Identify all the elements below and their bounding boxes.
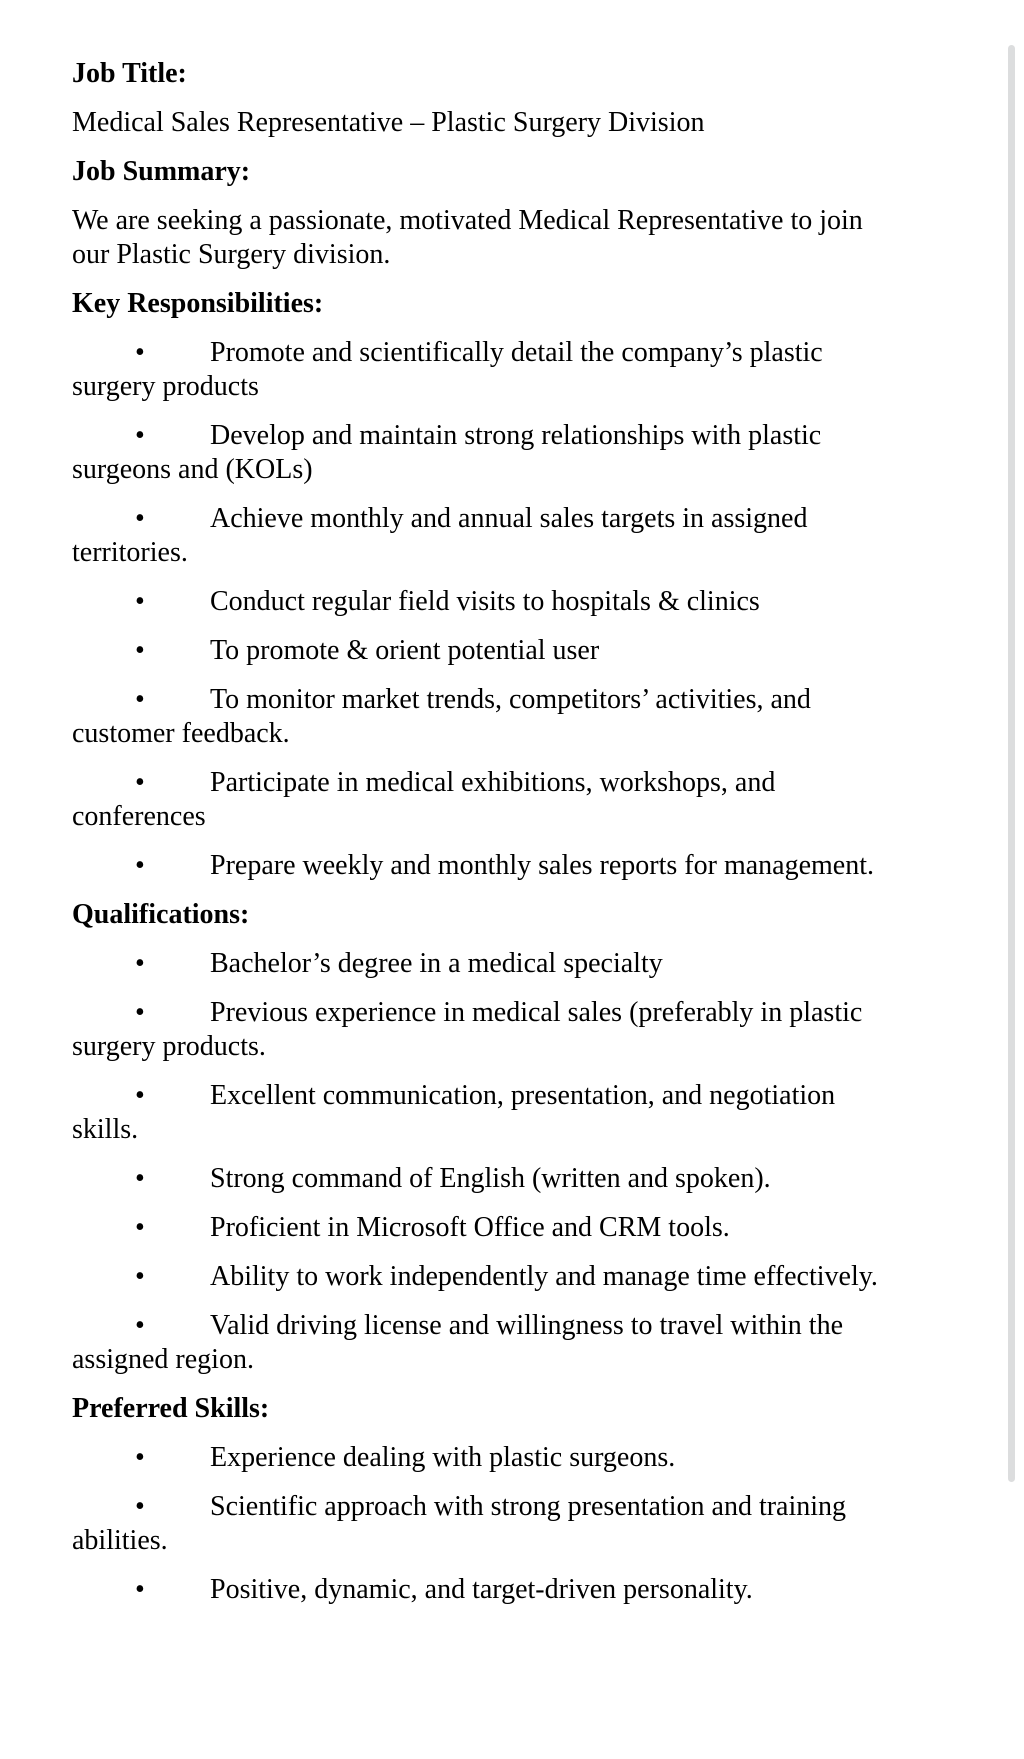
bullet-marker	[135, 996, 210, 1030]
paragraph-line: We are seeking a passionate, motivated Medical Representative to join	[72, 205, 863, 236]
bullet-continuation: conferences	[72, 801, 206, 832]
bullet-item	[72, 683, 954, 751]
bullet-icon: •	[135, 767, 145, 798]
bullet-icon: •	[135, 1491, 145, 1522]
bullet-item	[72, 1309, 954, 1377]
job-description-document	[72, 57, 954, 1622]
bullet-marker	[135, 1490, 210, 1524]
bullet-icon: •	[135, 503, 145, 534]
paragraph-job-title-value	[72, 106, 954, 140]
bullet-continuation: territories.	[72, 537, 188, 568]
bullet-line	[72, 1260, 954, 1294]
bullet-marker	[135, 849, 210, 883]
bullet-item	[72, 766, 954, 834]
bullet-marker	[135, 1441, 210, 1475]
heading-text: Job Title:	[72, 58, 187, 89]
bullet-marker	[135, 1162, 210, 1196]
bullet-continuation: surgery products.	[72, 1031, 266, 1062]
heading-text: Key Responsibilities:	[72, 288, 324, 319]
bullet-icon: •	[135, 337, 145, 368]
bullet-text: Conduct regular field visits to hospitals & clinics	[210, 586, 760, 617]
bullet-line	[72, 1490, 954, 1524]
bullet-icon: •	[135, 1442, 145, 1473]
bullet-text: Prepare weekly and monthly sales reports for management.	[210, 850, 875, 881]
bullet-marker	[135, 683, 210, 717]
bullet-item	[72, 585, 954, 619]
bullet-text: To promote & orient potential user	[210, 635, 600, 666]
bullet-text: Strong command of English (written and spoken).	[210, 1163, 771, 1194]
bullet-marker	[135, 1260, 210, 1294]
bullet-marker	[135, 585, 210, 619]
bullet-item	[72, 1162, 954, 1196]
bullet-icon: •	[135, 850, 145, 881]
bullet-icon: •	[135, 1261, 145, 1292]
bullet-line	[72, 1211, 954, 1245]
bullet-continuation: abilities.	[72, 1525, 168, 1556]
bullet-text: Experience dealing with plastic surgeons.	[210, 1442, 676, 1473]
section-heading-preferred-skills	[72, 1392, 954, 1426]
heading-text: Preferred Skills:	[72, 1393, 270, 1424]
section-heading-job-title	[72, 57, 954, 91]
bullet-icon: •	[135, 1310, 145, 1341]
bullet-continuation: skills.	[72, 1114, 139, 1145]
bullet-text: To monitor market trends, competitors’ activities, and	[210, 684, 811, 715]
bullet-continuation: customer feedback.	[72, 718, 290, 749]
bullet-line	[72, 1573, 954, 1607]
bullet-line	[72, 336, 954, 370]
bullet-marker	[135, 419, 210, 453]
bullet-text: Bachelor’s degree in a medical specialty	[210, 948, 663, 979]
bullet-item	[72, 1490, 954, 1558]
bullet-marker	[135, 947, 210, 981]
bullet-text: Excellent communication, presentation, and negotiation	[210, 1080, 836, 1111]
bullet-marker	[135, 634, 210, 668]
bullet-item	[72, 1260, 954, 1294]
bullet-line	[72, 849, 954, 883]
bullet-line	[72, 502, 954, 536]
bullet-text: Positive, dynamic, and target-driven personality.	[210, 1574, 753, 1605]
section-heading-key-responsibilities	[72, 287, 954, 321]
bullet-continuation: surgery products	[72, 371, 259, 402]
bullet-marker	[135, 1309, 210, 1343]
bullet-item	[72, 634, 954, 668]
bullet-text: Previous experience in medical sales (preferably in plastic	[210, 997, 863, 1028]
bullet-item	[72, 419, 954, 487]
bullet-icon: •	[135, 1080, 145, 1111]
bullet-item	[72, 996, 954, 1064]
bullet-icon: •	[135, 948, 145, 979]
bullet-item	[72, 1441, 954, 1475]
bullet-line	[72, 683, 954, 717]
bullet-marker	[135, 336, 210, 370]
bullet-icon: •	[135, 420, 145, 451]
bullet-text: Promote and scientifically detail the company’s plastic	[210, 337, 823, 368]
bullet-line	[72, 585, 954, 619]
bullet-marker	[135, 1211, 210, 1245]
bullet-line	[72, 634, 954, 668]
heading-text: Qualifications:	[72, 899, 250, 930]
bullet-icon: •	[135, 684, 145, 715]
bullet-text: Valid driving license and willingness to travel within the	[210, 1310, 843, 1341]
bullet-line	[72, 1079, 954, 1113]
bullet-line	[72, 996, 954, 1030]
paragraph-line: our Plastic Surgery division.	[72, 239, 391, 270]
bullet-item	[72, 947, 954, 981]
bullet-continuation: surgeons and (KOLs)	[72, 454, 313, 485]
bullet-text: Scientific approach with strong presentation and training	[210, 1491, 847, 1522]
section-heading-qualifications	[72, 898, 954, 932]
bullet-marker	[135, 766, 210, 800]
bullet-marker	[135, 1079, 210, 1113]
bullet-item	[72, 502, 954, 570]
bullet-item	[72, 1079, 954, 1147]
bullet-line	[72, 419, 954, 453]
bullet-item	[72, 336, 954, 404]
bullet-text: Ability to work independently and manage time effectively.	[210, 1261, 878, 1292]
bullet-icon: •	[135, 1163, 145, 1194]
bullet-text: Proficient in Microsoft Office and CRM tools.	[210, 1212, 730, 1243]
bullet-continuation: assigned region.	[72, 1344, 254, 1375]
paragraph-job-summary	[72, 204, 954, 272]
bullet-text: Develop and maintain strong relationships with plastic	[210, 420, 822, 451]
bullet-icon: •	[135, 586, 145, 617]
bullet-marker	[135, 502, 210, 536]
bullet-text: Participate in medical exhibitions, workshops, and	[210, 767, 776, 798]
heading-text: Job Summary:	[72, 156, 251, 187]
bullet-item	[72, 1211, 954, 1245]
bullet-line	[72, 1441, 954, 1475]
bullet-text: Achieve monthly and annual sales targets in assigned	[210, 503, 808, 534]
bullet-line	[72, 766, 954, 800]
bullet-line	[72, 947, 954, 981]
bullet-icon: •	[135, 997, 145, 1028]
bullet-icon: •	[135, 1212, 145, 1243]
paragraph-line: Medical Sales Representative – Plastic Surgery Division	[72, 107, 705, 138]
vertical-scrollbar-thumb[interactable]	[1008, 45, 1015, 1482]
bullet-item	[72, 1573, 954, 1607]
bullet-line	[72, 1162, 954, 1196]
bullet-item	[72, 849, 954, 883]
bullet-icon: •	[135, 635, 145, 666]
bullet-icon: •	[135, 1574, 145, 1605]
bullet-marker	[135, 1573, 210, 1607]
section-heading-job-summary	[72, 155, 954, 189]
bullet-line	[72, 1309, 954, 1343]
